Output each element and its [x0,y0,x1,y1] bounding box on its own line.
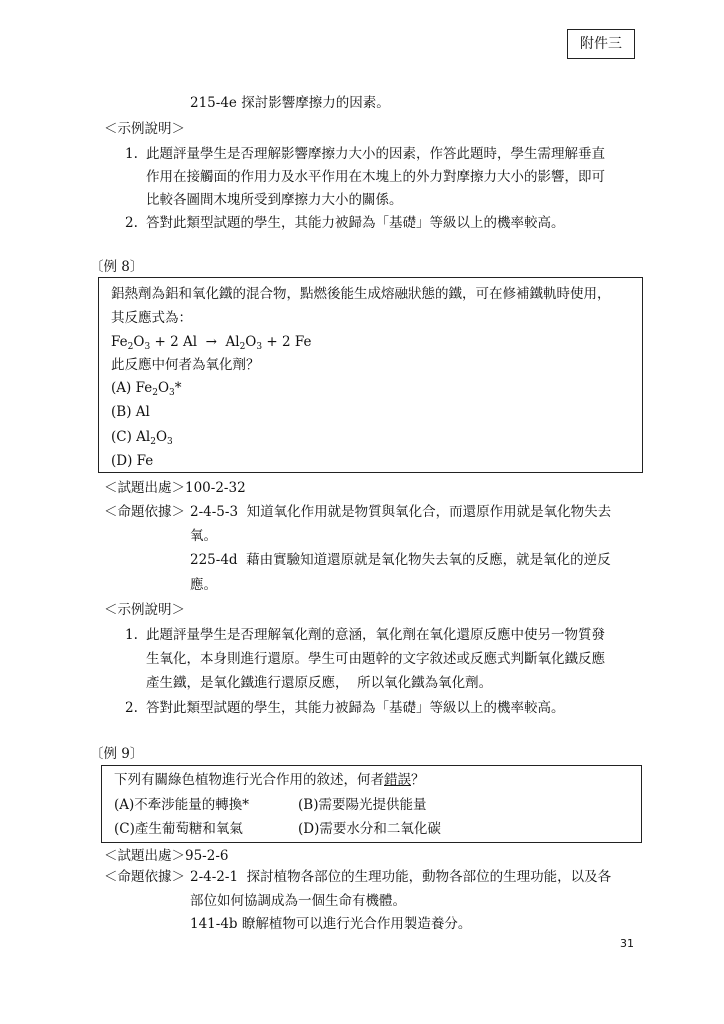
explain-line: 此題評量學生是否理解氧化劑的意涵，氧化劑在氧化還原反應中使另一物質發 [146,627,605,643]
list-number: 2. [125,700,138,716]
question-prompt: 此反應中何者為氧化劑？ [111,357,260,373]
explain-line: 生氧化，本身則進行還原。學生可由題幹的文字敘述或反應式判斷氧化鐵反應 [146,651,605,667]
list-number: 2. [125,215,138,231]
page-number: 31 [620,937,634,950]
question-line: 下列有關綠色植物進行光合作用的敘述，何者錯誤？ [114,772,425,788]
explain-line: 答對此類型試題的學生，其能力被歸為「基礎」等級以上的機率較高。 [146,215,565,231]
option-a: (A)不牽涉能量的轉換* [114,797,250,813]
explain-line: 答對此類型試題的學生，其能力被歸為「基礎」等級以上的機率較高。 [146,700,565,716]
explain-line: 作用在接觸面的作用力及水平作用在木塊上的外力對摩擦力大小的影響，即可 [146,169,605,185]
explain-line: 比較各圖間木塊所受到摩擦力大小的關係。 [146,192,403,208]
basis-line: 氧。 [190,528,217,544]
question-line: 鋁熱劑為鋁和氧化鐵的混合物，點燃後能生成熔融狀態的鐵，可在修補鐵軌時使用， [111,286,611,302]
basis-line: 應。 [190,577,217,593]
basis-label: ＜命題依據＞ [104,504,185,520]
list-number: 1. [125,146,138,162]
indicator-text: 215-4e 探討影響摩擦力的因素。 [190,95,390,111]
option-a: (A) $Fe_2O_3*$ [111,380,182,398]
list-number: 1. [125,627,138,643]
explain-label: ＜示例說明＞ [104,121,185,137]
reaction-equation: $Fe_2O_3 + 2$ $Al \to Al_2O_3 + 2$ Fe [111,334,312,352]
explain-line: 此題評量學生是否理解影響摩擦力大小的因素，作答此題時，學生需理解垂直 [146,146,605,162]
question-box [98,277,643,473]
option-d: (D) Fe [111,453,154,469]
source-line: ＜試題出處＞95-2-6 [104,848,229,864]
option-b: (B) Al [111,404,150,420]
basis-line: 部位如何協調成為一個生命有機體。 [190,893,406,909]
basis-line: 2-4-5-3 知道氧化作用就是物質與氧化合，而還原作用就是氧化物失去 [190,504,612,520]
basis-label: ＜命題依據＞ [104,869,185,885]
explain-label: ＜示例說明＞ [104,602,185,618]
annex-label: 附件三 [567,29,635,59]
option-c: (C) $Al_2O_3$ [111,429,173,447]
explain-line: 產生鐵，是氧化鐵進行還原反應， 所以氧化鐵為氧化劑。 [146,675,493,691]
option-b: (B)需要陽光提供能量 [298,797,427,813]
option-d: (D)需要水分和二氧化碳 [298,821,441,837]
basis-line: 2-4-2-1 探討植物各部位的生理功能，動物各部位的生理功能，以及各 [190,869,612,885]
option-c: (C)產生葡萄糖和氧氣 [114,821,243,837]
question-line: 其反應式為： [111,310,192,326]
example-label: 〔例 8〕 [90,259,144,275]
source-line: ＜試題出處＞100-2-32 [104,480,246,496]
basis-line: 225-4d 藉由實驗知道還原就是氧化物失去氧的反應，就是氧化的逆反 [190,552,611,568]
example-label: 〔例 9〕 [90,746,144,762]
basis-line: 141-4b 瞭解植物可以進行光合作用製造養分。 [190,916,472,932]
emphasis-text: 錯誤 [384,772,411,788]
